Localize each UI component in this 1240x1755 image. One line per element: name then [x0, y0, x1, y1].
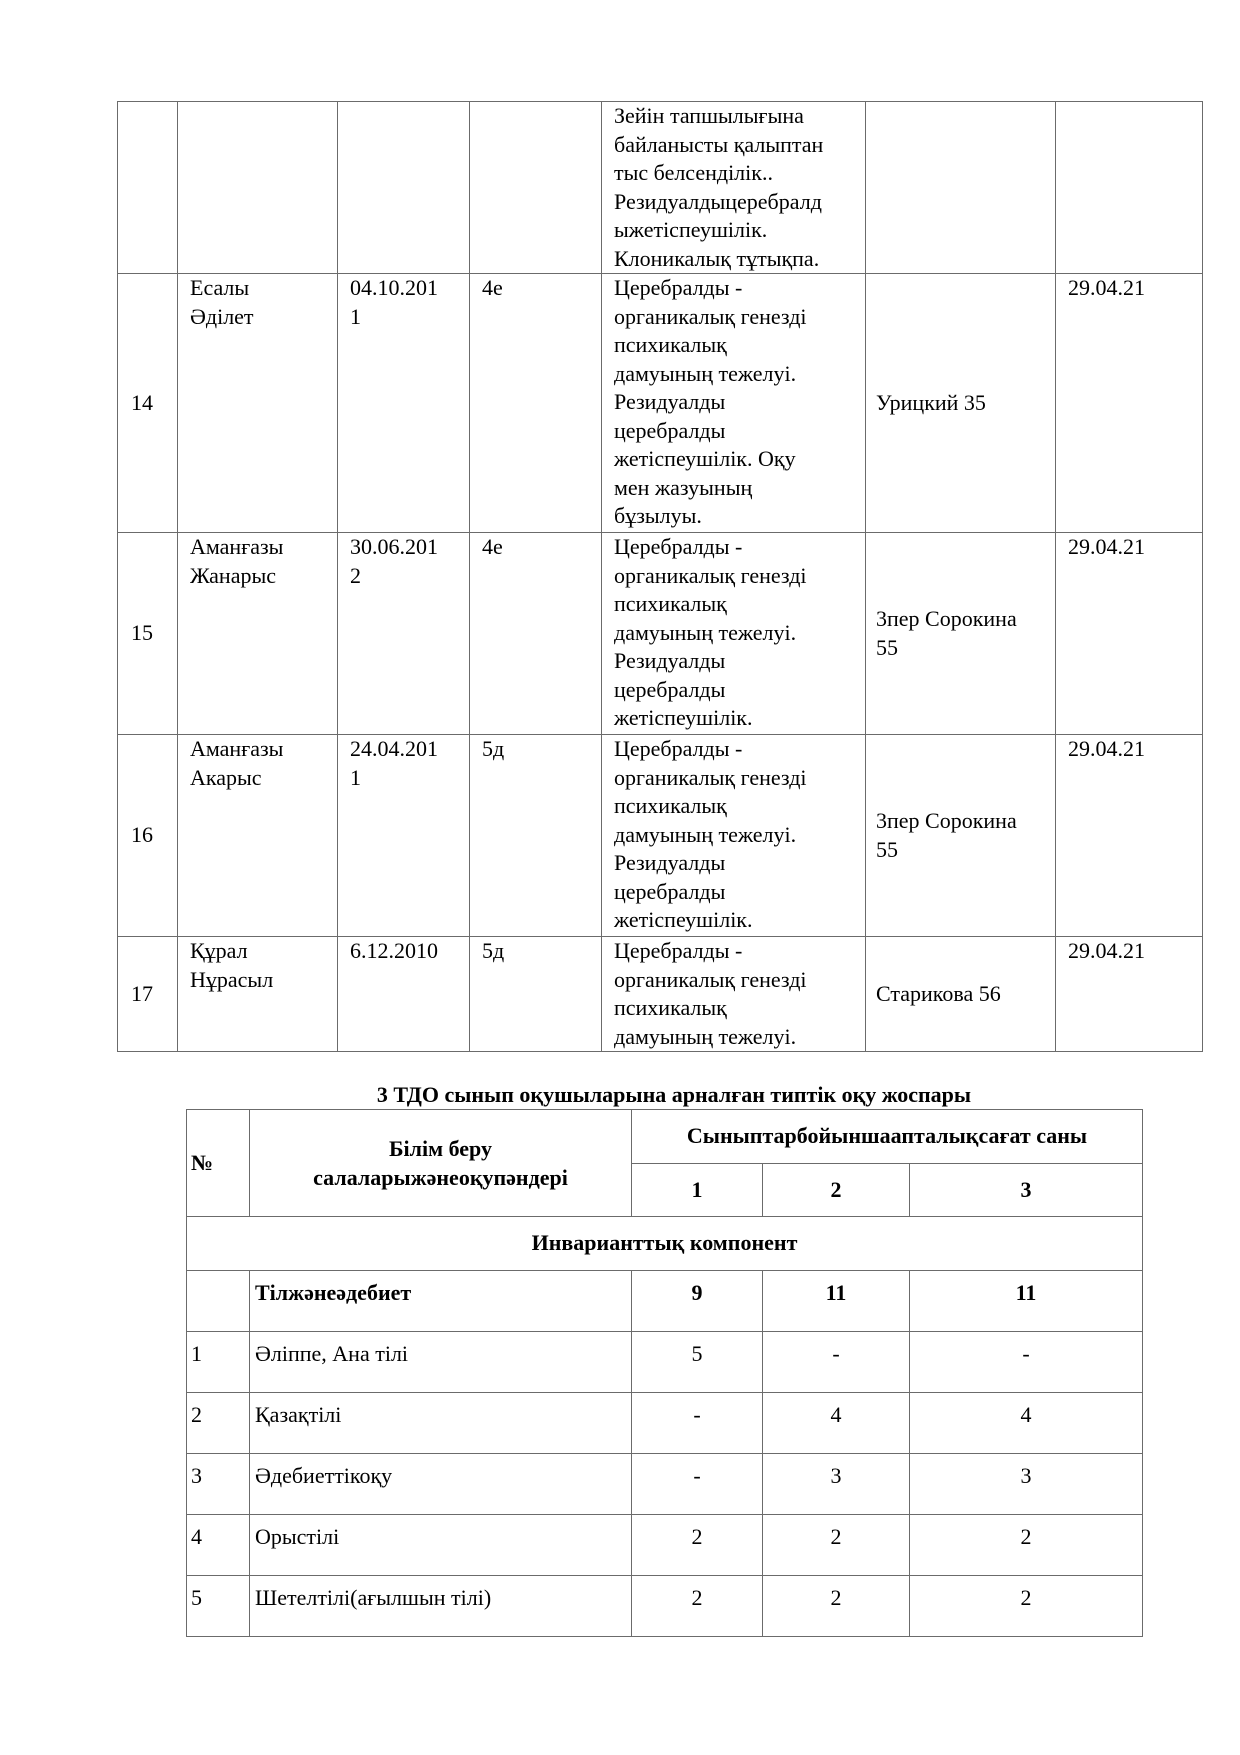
table-row — [118, 274, 1203, 533]
class-1-header: 1 — [632, 1164, 763, 1217]
date-cell: 29.04.21 — [1056, 937, 1203, 1052]
date-cell: 29.04.21 — [1056, 735, 1203, 937]
table-row — [187, 1576, 1143, 1637]
address-cell — [866, 102, 1056, 274]
class-3-header: 3 — [910, 1164, 1143, 1217]
hours-cell: - — [632, 1393, 763, 1454]
curriculum-table — [186, 1109, 1143, 1637]
invariant-component-heading: Инварианттық компонент — [187, 1217, 1143, 1271]
name-cell — [178, 102, 338, 274]
table-row — [118, 102, 1203, 274]
hours-cell: 5 — [632, 1332, 763, 1393]
hours-cell: 9 — [632, 1271, 763, 1332]
header-row — [187, 1110, 1143, 1164]
hours-cell: 2 — [910, 1576, 1143, 1637]
row-number-cell: 2 — [187, 1393, 250, 1454]
class-cell — [470, 102, 602, 274]
hours-cell: 2 — [763, 1576, 910, 1637]
table-row — [118, 735, 1203, 937]
class-2-header: 2 — [763, 1164, 910, 1217]
table-row — [187, 1515, 1143, 1576]
row-number-cell: 4 — [187, 1515, 250, 1576]
address-cell: Старикова 56 — [866, 937, 1056, 1052]
hours-cell: 4 — [763, 1393, 910, 1454]
hours-cell: 2 — [910, 1515, 1143, 1576]
subject-cell: Әліппе, Ана тілі — [250, 1332, 632, 1393]
hours-cell: - — [910, 1332, 1143, 1393]
dob-cell: 04.10.201 1 — [338, 274, 470, 533]
table-row — [187, 1393, 1143, 1454]
hours-cell: 3 — [910, 1454, 1143, 1515]
dob-cell — [338, 102, 470, 274]
conclusion-cell: Церебралды - органикалық генезді психикалық дамуының тежелуі. Резидуалды церебралды жетіспеушілік. — [602, 735, 866, 937]
conclusion-cell: Церебралды - органикалық генезді психикалық дамуының тежелуі. Резидуалды церебралды жетіспеушілік. — [602, 533, 866, 735]
class-cell: 5д — [470, 937, 602, 1052]
address-cell: 3пер Сорокина 55 — [866, 533, 1056, 735]
row-number-cell: 3 — [187, 1454, 250, 1515]
class-cell: 4е — [470, 274, 602, 533]
hours-cell: 11 — [910, 1271, 1143, 1332]
row-number-cell — [187, 1271, 250, 1332]
subject-header: Білім беру салаларыжәнеоқупәндері — [250, 1110, 632, 1217]
curriculum-title: 3 ТДО сынып оқушыларына арналған типтік оқу жоспары — [376, 1082, 972, 1107]
row-number-cell: 16 — [118, 735, 178, 937]
row-number-cell: 1 — [187, 1332, 250, 1393]
dob-cell: 24.04.201 1 — [338, 735, 470, 937]
hours-cell: 3 — [763, 1454, 910, 1515]
subject-cell: Орыстілі — [250, 1515, 632, 1576]
table-row — [118, 533, 1203, 735]
students-table — [117, 101, 1203, 1052]
name-cell: Есалы Әділет — [178, 274, 338, 533]
date-cell — [1056, 102, 1203, 274]
row-number-cell: 15 — [118, 533, 178, 735]
row-number-cell: 14 — [118, 274, 178, 533]
address-cell: 3пер Сорокина 55 — [866, 735, 1056, 937]
date-cell: 29.04.21 — [1056, 274, 1203, 533]
hours-cell: 2 — [632, 1576, 763, 1637]
name-cell: Құрал Нұрасыл — [178, 937, 338, 1052]
group-row — [187, 1271, 1143, 1332]
conclusion-cell: Церебралды - органикалық генезді психикалық дамуының тежелуі. Резидуалды церебралды жетіспеушілік. Оқу мен жазуының бұзылуы. — [602, 274, 866, 533]
dob-cell: 30.06.201 2 — [338, 533, 470, 735]
class-cell: 5д — [470, 735, 602, 937]
band-row — [187, 1217, 1143, 1271]
hours-header: Сыныптарбойыншаапталықсағат саны — [632, 1110, 1143, 1164]
hours-cell: - — [632, 1454, 763, 1515]
name-cell: Аманғазы Жанарыс — [178, 533, 338, 735]
subject-cell: Шетелтілі(ағылшын тілі) — [250, 1576, 632, 1637]
hours-cell: 2 — [632, 1515, 763, 1576]
subject-cell: Әдебиеттікоқу — [250, 1454, 632, 1515]
table-row — [118, 937, 1203, 1052]
number-header: № — [187, 1110, 250, 1217]
hours-cell: - — [763, 1332, 910, 1393]
conclusion-cell: Зейін тапшылығына байланысты қалыптан тыс белсенділік.. Резидуалдыцеребралд ыжетіспеушілік. Клоникалық тұтықпа. — [602, 102, 866, 274]
hours-cell: 2 — [763, 1515, 910, 1576]
table-row — [187, 1332, 1143, 1393]
date-cell: 29.04.21 — [1056, 533, 1203, 735]
row-number-cell: 5 — [187, 1576, 250, 1637]
hours-cell: 11 — [763, 1271, 910, 1332]
hours-cell: 4 — [910, 1393, 1143, 1454]
name-cell: Аманғазы Акарыс — [178, 735, 338, 937]
class-cell: 4е — [470, 533, 602, 735]
subject-cell: Тілжәнеәдебиет — [250, 1271, 632, 1332]
table-row — [187, 1454, 1143, 1515]
conclusion-cell: Церебралды - органикалық генезді психикалық дамуының тежелуі. — [602, 937, 866, 1052]
dob-cell: 6.12.2010 — [338, 937, 470, 1052]
row-number-cell — [118, 102, 178, 274]
address-cell: Урицкий 35 — [866, 274, 1056, 533]
row-number-cell: 17 — [118, 937, 178, 1052]
subject-cell: Қазақтілі — [250, 1393, 632, 1454]
